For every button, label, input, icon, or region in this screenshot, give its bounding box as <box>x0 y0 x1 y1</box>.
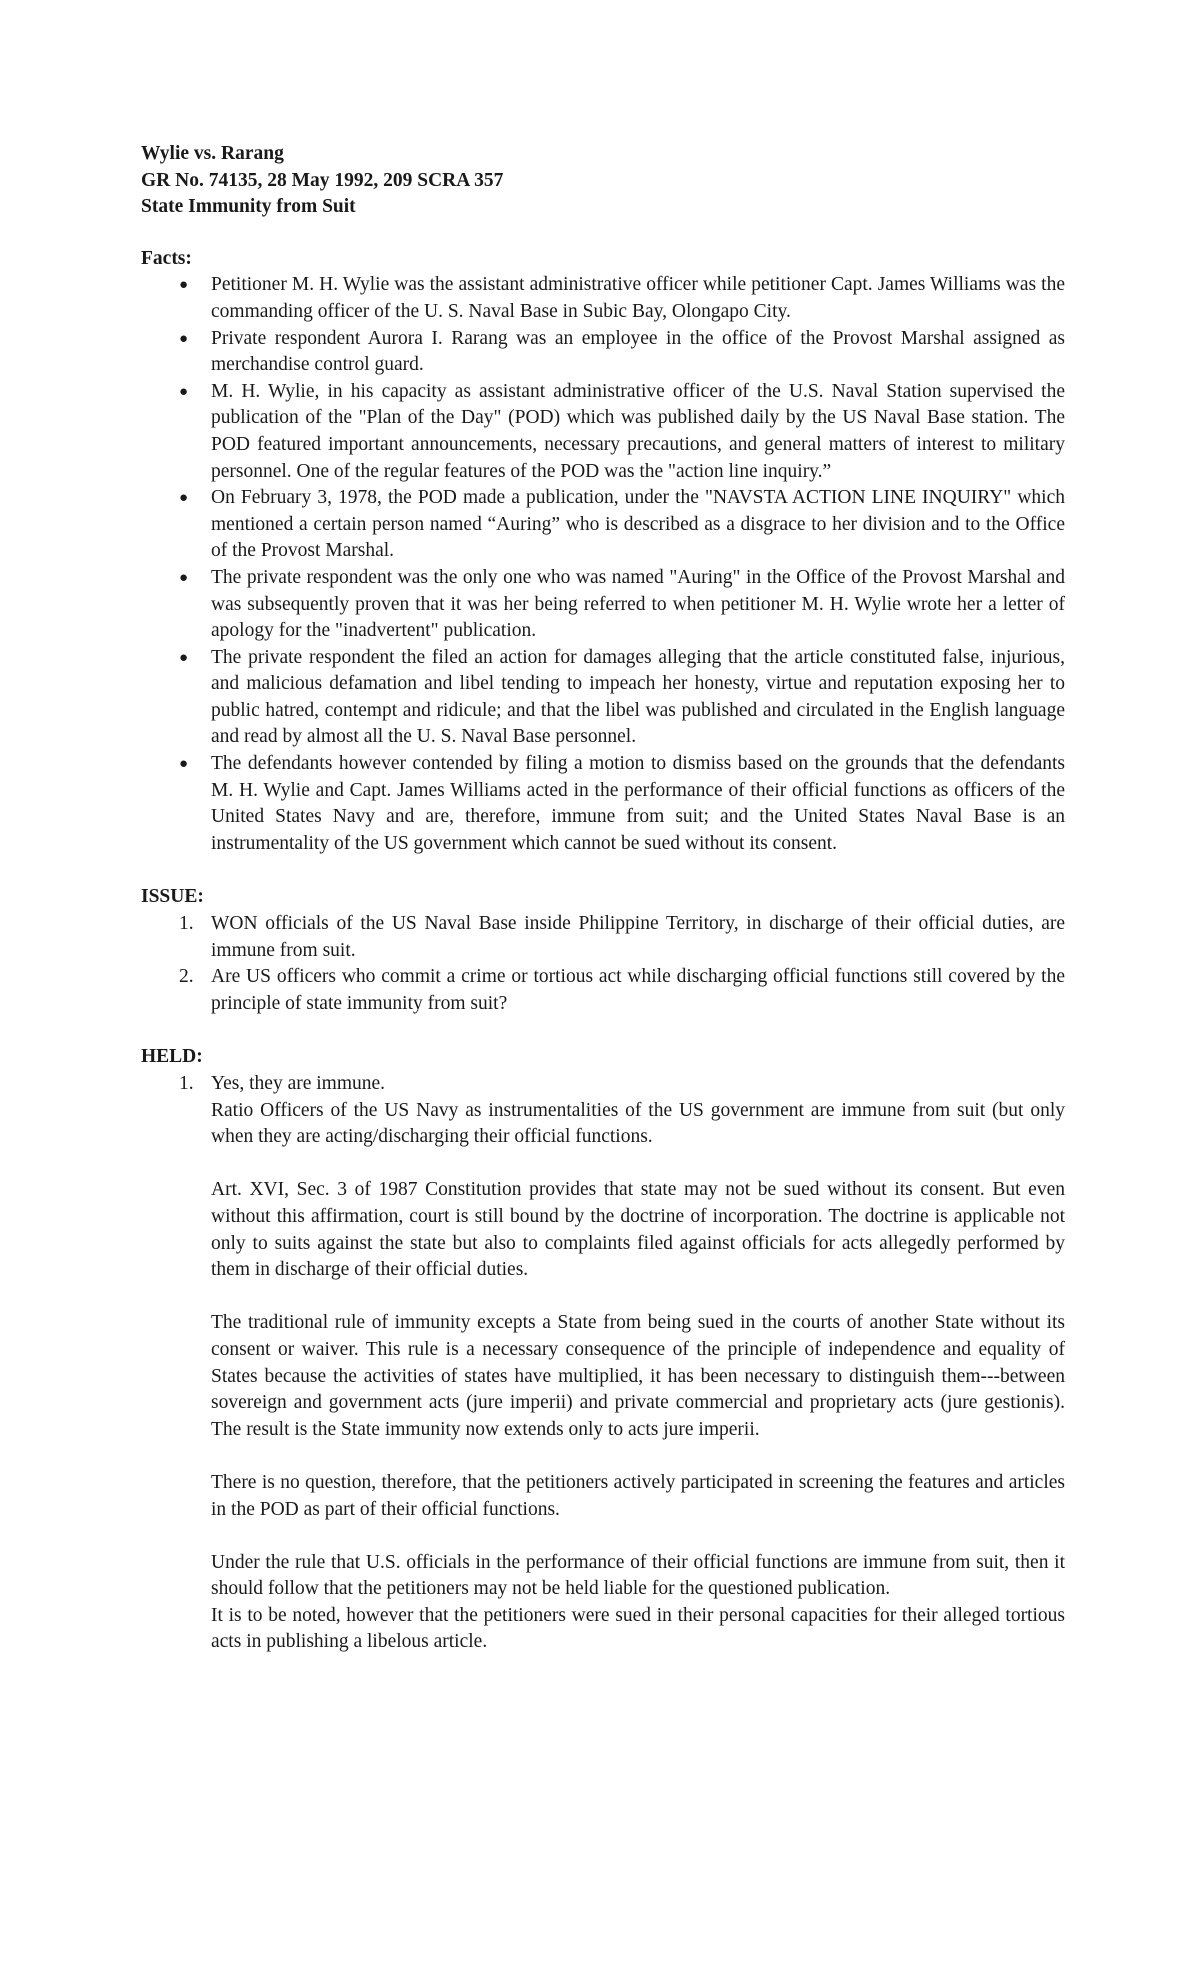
paragraph-gap <box>141 1284 1065 1311</box>
bullet-icon: ● <box>179 569 189 586</box>
fact-item <box>141 751 1065 857</box>
fact-text: M. H. Wylie, in his capacity as assistant administrative officer of the U.S. Naval Station supervised the publication of the "Plan of the Day" (POD) which was published daily by the US Naval Base station. The POD featured important announcements, necessary precautions, and general matters of interest to military personnel. One of the regular features of the POD was the "action line inquiry.” <box>211 380 1065 482</box>
paragraph-gap <box>141 1523 1065 1550</box>
fact-text: The private respondent was the only one who was named "Auring" in the Office of the Provost Marshal and was subsequently proven that it was her being referred to when petitioner M. H. Wylie wrote her a letter of apology for the "inadvertent" publication. <box>211 566 1065 642</box>
paragraph-gap <box>141 1443 1065 1470</box>
held-paragraph: Under the rule that U.S. officials in the performance of their official functions are immune from suit, then it should follow that the petitioners may not be held liable for the questioned publication. <box>211 1551 1065 1600</box>
held-paragraph: There is no question, therefore, that the petitioners actively participated in screening the features and articles in the POD as part of their official functions. <box>211 1471 1065 1520</box>
held-paragraph: The traditional rule of immunity excepts a State from being sued in the courts of another State without its consent or waiver. This rule is a necessary consequence of the principle of independence and equality of States because the activities of states have multiplied, it has been necessary to distinguish them---between sovereign and government acts (jure imperii) and private commercial and proprietary acts (jure gestionis). The result is the State immunity now extends only to acts jure imperii. <box>211 1312 1065 1440</box>
fact-item <box>141 565 1065 645</box>
held-paragraph: Art. XVI, Sec. 3 of 1987 Constitution provides that state may not be sued without its consent. But even without this affirmation, court is still bound by the doctrine of incorporation. The doctrine is applicable not only to suits against the state but also to complaints filed against officials for acts allegedly performed by them in discharge of their official duties. <box>211 1179 1065 1281</box>
held-heading: HELD: <box>141 1046 203 1068</box>
paragraph-gap <box>141 1151 1065 1178</box>
issue-text: WON officials of the US Naval Base inside Philippine Territory, in discharge of their official duties, are immune from suit. <box>211 913 1065 961</box>
facts-list <box>141 272 1065 857</box>
held-closing: It is to be noted, however that the petitioners were sued in their personal capacities for their alleged tortious acts in publishing a libelous article. <box>211 1604 1065 1653</box>
bullet-icon: ● <box>179 490 189 507</box>
issue-number: 1. <box>179 913 194 935</box>
issue-list <box>141 911 1065 1017</box>
bullet-icon: ● <box>179 756 189 773</box>
fact-text: The private respondent the filed an action for damages alleging that the article constituted false, injurious, and malicious defamation and libel tending to impeach her honesty, virtue and reputation exposing her to public hatred, contempt and ridicule; and that the libel was published and circulated in the English language and read by almost all the U. S. Naval Base personnel. <box>211 646 1065 748</box>
bullet-icon: ● <box>179 277 189 294</box>
held-answer: Yes, they are immune. <box>211 1073 386 1094</box>
held-item <box>141 1071 1065 1098</box>
fact-item <box>141 379 1065 485</box>
issue-number: 2. <box>179 966 194 988</box>
held-ratio: Ratio Officers of the US Navy as instrumentalities of the US government are immune from suit (but only when they are acting/discharging their official functions. <box>211 1099 1065 1148</box>
fact-text: On February 3, 1978, the POD made a publication, under the "NAVSTA ACTION LINE INQUIRY" which mentioned a certain person named “Auring” who is described as a disgrace to her division and to the Office of the Provost Marshal. <box>211 487 1065 562</box>
bullet-icon: ● <box>179 383 189 400</box>
fact-text: Petitioner M. H. Wylie was the assistant administrative officer while petitioner Capt. James Williams was the commanding officer of the U. S. Naval Base in Subic Bay, Olongapo City. <box>211 274 1065 322</box>
fact-text: The defendants however contended by filing a motion to dismiss based on the grounds that the defendants M. H. Wylie and Capt. James Williams acted in the performance of their official functions as officers of the United States Navy and are, therefore, immune from suit; and the United States Naval Base is an instrumentality of the US government which cannot be sued without its consent. <box>211 753 1065 854</box>
fact-item <box>141 326 1065 379</box>
fact-item <box>141 485 1065 565</box>
held-list <box>141 1071 1065 1098</box>
issue-text: Are US officers who commit a crime or tortious act while discharging official functions still covered by the principle of state immunity from suit? <box>211 966 1065 1014</box>
fact-item <box>141 272 1065 325</box>
case-citation: GR No. 74135, 28 May 1992, 209 SCRA 357 <box>141 169 504 191</box>
issue-item <box>141 911 1065 964</box>
document-page <box>141 141 1065 1656</box>
held-number: 1. <box>179 1073 194 1094</box>
bullet-icon: ● <box>179 649 189 666</box>
case-topic: State Immunity from Suit <box>141 196 356 218</box>
fact-item <box>141 645 1065 751</box>
facts-heading: Facts: <box>141 247 192 269</box>
fact-text: Private respondent Aurora I. Rarang was an employee in the office of the Provost Marshal assigned as merchandise control guard. <box>211 327 1065 376</box>
bullet-icon: ● <box>179 330 189 347</box>
issue-item <box>141 964 1065 1017</box>
issue-heading: ISSUE: <box>141 886 204 908</box>
case-header <box>141 141 1065 221</box>
case-title: Wylie vs. Rarang <box>141 143 284 164</box>
